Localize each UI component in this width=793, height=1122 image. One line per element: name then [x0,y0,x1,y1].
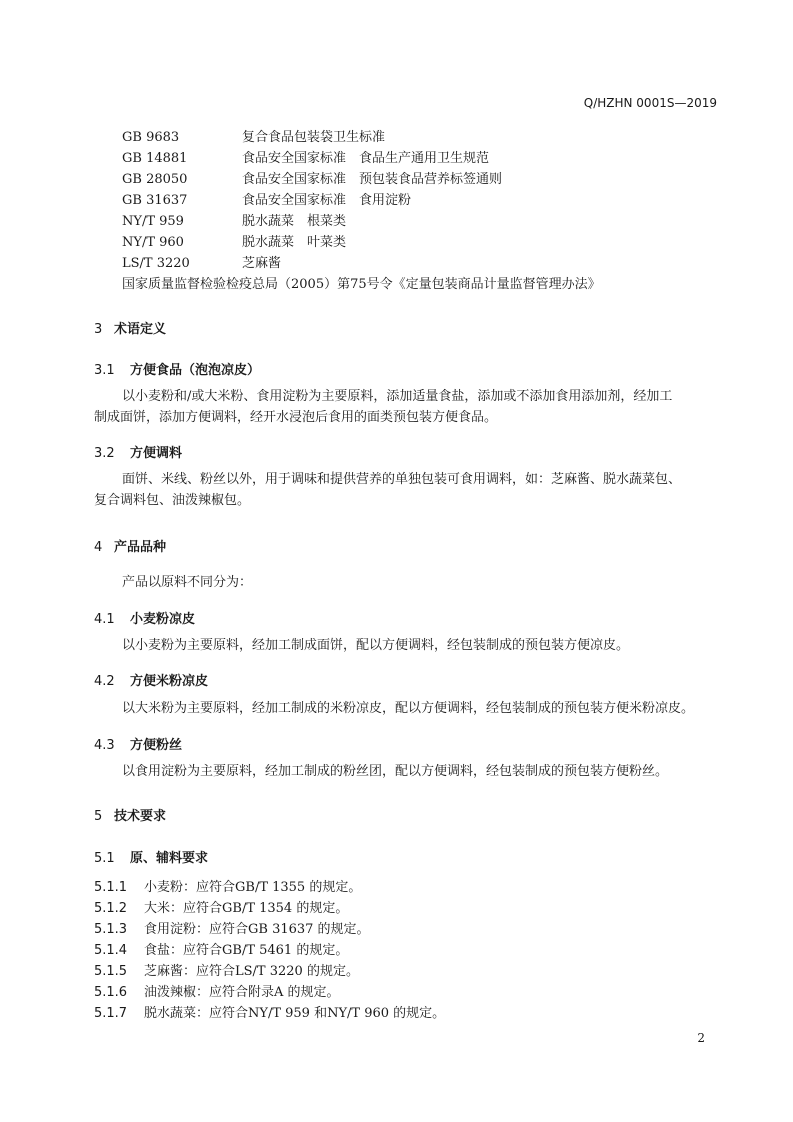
reference-code: NY/T 959 [122,214,184,229]
reference-code: GB 28050 [122,172,188,187]
reference-row [122,128,385,148]
paragraph [94,761,720,782]
paragraph-line: 以小麦粉和/或大米粉、食用淀粉为主要原料，添加适量食盐，添加或不添加食用添加剂，经加工 [122,389,673,404]
paragraph [94,698,720,719]
reference-row [122,233,346,253]
section-title: 术语定义 [114,322,167,337]
subsection-number: 4.2 [94,674,115,689]
paragraph-line: 制成面饼，添加方便调料，经开水浸泡后食用的面类预包装方便食品。 [94,410,498,425]
section-heading [94,805,166,824]
section-title: 技术要求 [114,809,167,824]
requirement-item [94,981,340,1000]
requirement-number: 5.1.4 [94,943,128,958]
requirement-number: 5.1.7 [94,1006,128,1021]
paragraph [94,469,720,511]
requirement-item [94,939,348,958]
paragraph [94,386,720,428]
requirement-number: 5.1.1 [94,880,128,895]
section-number: 3 [94,322,103,337]
reference-code: GB 31637 [122,193,188,208]
requirement-text: 食盐：应符合GB/T 5461 的规定。 [144,943,349,958]
requirement-number: 5.1.6 [94,985,128,1000]
reference-code: GB 9683 [122,130,180,145]
reference-title: 食品安全国家标准 食品生产通用卫生规范 [242,151,490,166]
reference-title: 复合食品包装袋卫生标准 [242,130,386,145]
requirement-text: 脱水蔬菜：应符合NY/T 959 和NY/T 960 的规定。 [144,1006,446,1021]
paragraph-line: 以小麦粉为主要原料，经加工制成面饼，配以方便调料，经包装制成的预包装方便凉皮。 [122,638,630,653]
requirement-item [94,897,348,916]
subsection-title: 原、辅料要求 [130,851,209,866]
section-heading [94,536,166,555]
reference-title: 脱水蔬菜 叶菜类 [242,235,347,250]
subsection-number: 4.3 [94,738,115,753]
section-number: 4 [94,540,103,555]
subsection-heading [94,734,182,753]
subsection-title: 方便粉丝 [130,738,183,753]
requirement-item [94,876,361,895]
requirement-number: 5.1.5 [94,964,128,979]
reference-title: 食品安全国家标准 预包装食品营养标签通则 [242,172,503,187]
reference-title: 脱水蔬菜 根菜类 [242,214,347,229]
reference-code: GB 14881 [122,151,188,166]
paragraph-line: 复合调料包、油泼辣椒包。 [94,493,251,508]
subsection-title: 方便米粉凉皮 [130,674,209,689]
section-title: 产品品种 [114,540,167,555]
reference-row [122,254,281,274]
paragraph-line: 产品以原料不同分为： [122,575,253,590]
requirement-item [94,960,359,979]
requirement-item [94,1002,445,1021]
subsection-title: 小麦粉凉皮 [130,612,196,627]
subsection-heading [94,608,195,627]
reference-extra: 国家质量监督检验检疫总局（2005）第75号令《定量包装商品计量监督管理办法》 [122,277,601,292]
reference-title: 食品安全国家标准 食用淀粉 [242,193,412,208]
section-number: 5 [94,809,103,824]
subsection-heading [94,847,208,866]
subsection-title: 方便食品（泡泡凉皮） [130,363,261,378]
subsection-number: 3.1 [94,363,115,378]
reference-row [122,170,502,190]
requirement-text: 油泼辣椒：应符合附录A 的规定。 [144,985,340,1000]
subsection-number: 5.1 [94,851,115,866]
reference-title: 芝麻酱 [242,256,282,271]
reference-code: NY/T 960 [122,235,184,250]
reference-code: LS/T 3220 [122,256,190,271]
requirement-item [94,918,370,937]
requirement-text: 芝麻酱：应符合LS/T 3220 的规定。 [144,964,359,979]
subsection-number: 4.1 [94,612,115,627]
requirement-text: 大米：应符合GB/T 1354 的规定。 [144,901,349,916]
paragraph-line: 面饼、米线、粉丝以外，用于调味和提供营养的单独包装可食用调料，如：芝麻酱、脱水蔬菜包、 [122,472,682,487]
subsection-heading [94,359,260,378]
reference-row [122,149,489,169]
reference-row [122,191,411,211]
requirement-text: 小麦粉：应符合GB/T 1355 的规定。 [144,880,362,895]
paragraph-line: 以食用淀粉为主要原料，经加工制成的粉丝团，配以方便调料，经包装制成的预包装方便粉丝。 [122,764,669,779]
subsection-number: 3.2 [94,446,115,461]
reference-row [122,212,346,232]
requirement-number: 5.1.2 [94,901,128,916]
requirement-text: 食用淀粉：应符合GB 31637 的规定。 [144,922,370,937]
paragraph [94,572,720,593]
section-heading [94,318,166,337]
document-code: Q/HZHN 0001S—2019 [583,96,717,110]
page-number: 2 [697,1031,705,1045]
subsection-title: 方便调料 [130,446,183,461]
requirement-number: 5.1.3 [94,922,128,937]
subsection-heading [94,670,208,689]
paragraph-line: 以大米粉为主要原料，经加工制成的米粉凉皮，配以方便调料，经包装制成的预包装方便米粉凉皮。 [122,701,695,716]
paragraph [94,635,720,656]
subsection-heading [94,442,182,461]
